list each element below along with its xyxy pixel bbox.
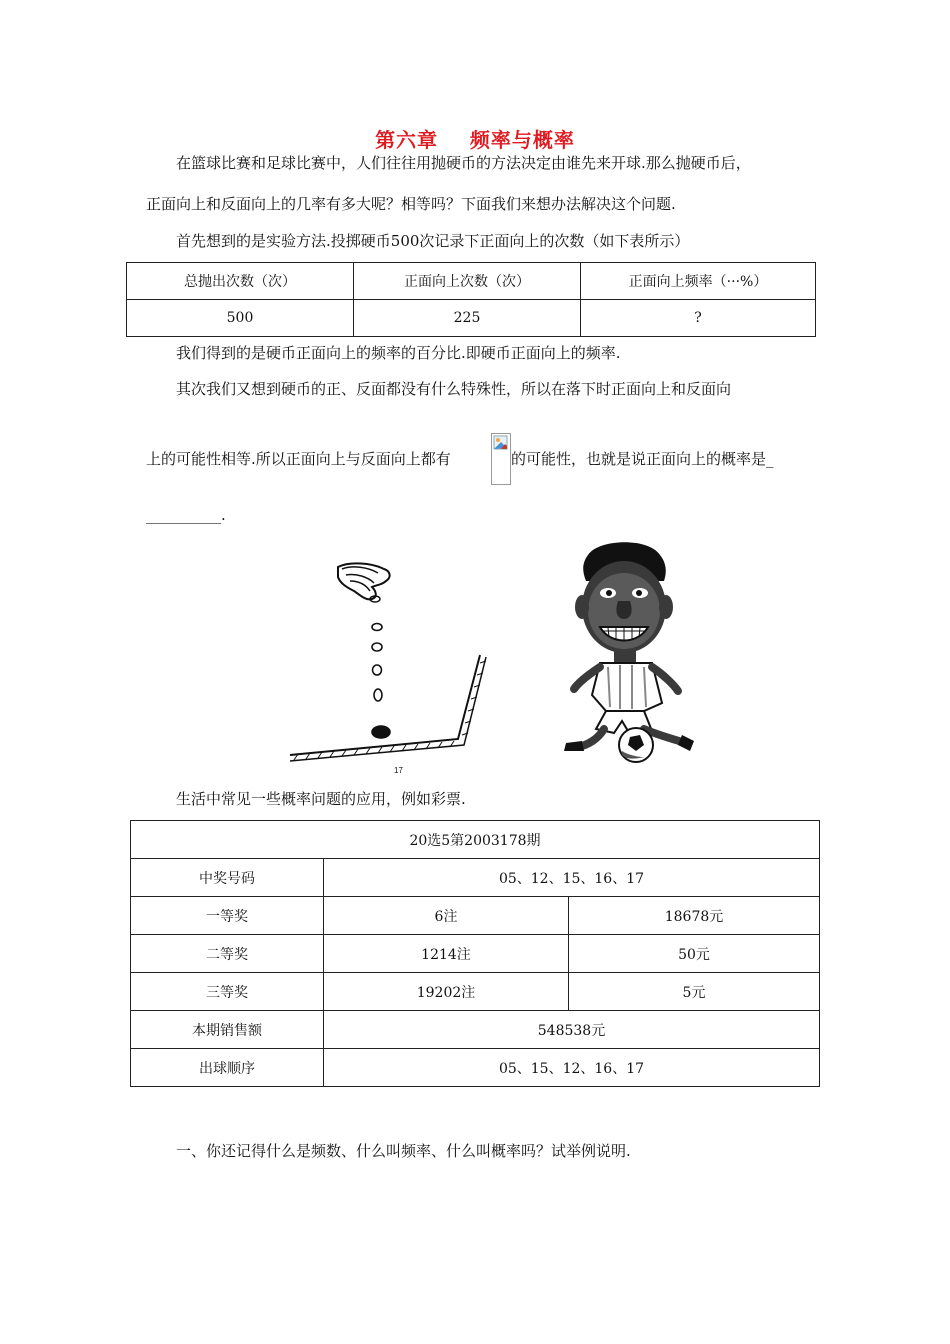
table-cell: 出球顺序 — [131, 1049, 324, 1087]
table-header-cell: 正面向上频率（···%） — [581, 263, 816, 300]
soccer-player-caricature-illustration — [548, 535, 708, 767]
middle-line-1: 我们得到的是硬币正面向上的频率的百分比.即硬币正面向上的频率. — [176, 344, 621, 362]
table-row — [131, 859, 820, 897]
intro-line-2: 正面向上和反面向上的几率有多大呢？相等吗？下面我们来想办法解决这个问题. — [146, 195, 676, 213]
coin-frequency-table — [126, 262, 816, 337]
table-header-cell: 正面向上次数（次） — [354, 263, 581, 300]
table-header-cell: 总抛出次数（次） — [127, 263, 354, 300]
table-cell: 225 — [354, 300, 581, 337]
table-row — [127, 300, 816, 337]
page-title: 第六章 频率与概率 — [375, 128, 575, 152]
lottery-caption: 20选5第2003178期 — [131, 821, 820, 859]
table-cell: 5元 — [569, 973, 820, 1011]
illustration-fragment-text: 17 — [394, 766, 403, 775]
table-row — [131, 1049, 820, 1087]
table-row — [131, 897, 820, 935]
middle-line-3b: 的可能性，也就是说正面向上的概率是_ — [511, 450, 774, 468]
table-row — [131, 821, 820, 859]
table-row — [131, 935, 820, 973]
middle-line-4: __________. — [146, 506, 226, 524]
middle-line-3a: 上的可能性相等.所以正面向上与反面向上都有 — [146, 450, 451, 468]
table-cell: 05、12、15、16、17 — [324, 859, 820, 897]
table-row — [131, 1011, 820, 1049]
table-row — [131, 973, 820, 1011]
table-row — [127, 263, 816, 300]
table-cell: 一等奖 — [131, 897, 324, 935]
table-cell: 05、15、12、16、17 — [324, 1049, 820, 1087]
hand-tossing-coin-illustration — [280, 555, 510, 775]
table-cell: ? — [581, 300, 816, 337]
table-cell: 500 — [127, 300, 354, 337]
table-cell: 三等奖 — [131, 973, 324, 1011]
table-cell: 548538元 — [324, 1011, 820, 1049]
table-cell: 中奖号码 — [131, 859, 324, 897]
table-cell: 1214注 — [324, 935, 569, 973]
intro-line-1: 在篮球比赛和足球比赛中，人们往往用抛硬币的方法决定由谁先来开球.那么抛硬币后， — [176, 154, 751, 172]
table-cell: 本期销售额 — [131, 1011, 324, 1049]
table-cell: 18678元 — [569, 897, 820, 935]
lottery-table — [130, 820, 820, 1087]
question-1: 一、你还记得什么是频数、什么叫频率、什么叫概率吗？试举例说明. — [176, 1142, 631, 1160]
table-cell: 二等奖 — [131, 935, 324, 973]
intro-line-3: 首先想到的是实验方法.投掷硬币500次记录下正面向上的次数（如下表所示） — [176, 232, 690, 250]
middle-line-2: 其次我们又想到硬币的正、反面都没有什么特殊性，所以在落下时正面向上和反面向 — [176, 380, 732, 398]
table-cell: 50元 — [569, 935, 820, 973]
table-cell: 19202注 — [324, 973, 569, 1011]
broken-image-icon — [491, 433, 511, 485]
lottery-intro: 生活中常见一些概率问题的应用，例如彩票. — [176, 790, 466, 808]
table-cell: 6注 — [324, 897, 569, 935]
